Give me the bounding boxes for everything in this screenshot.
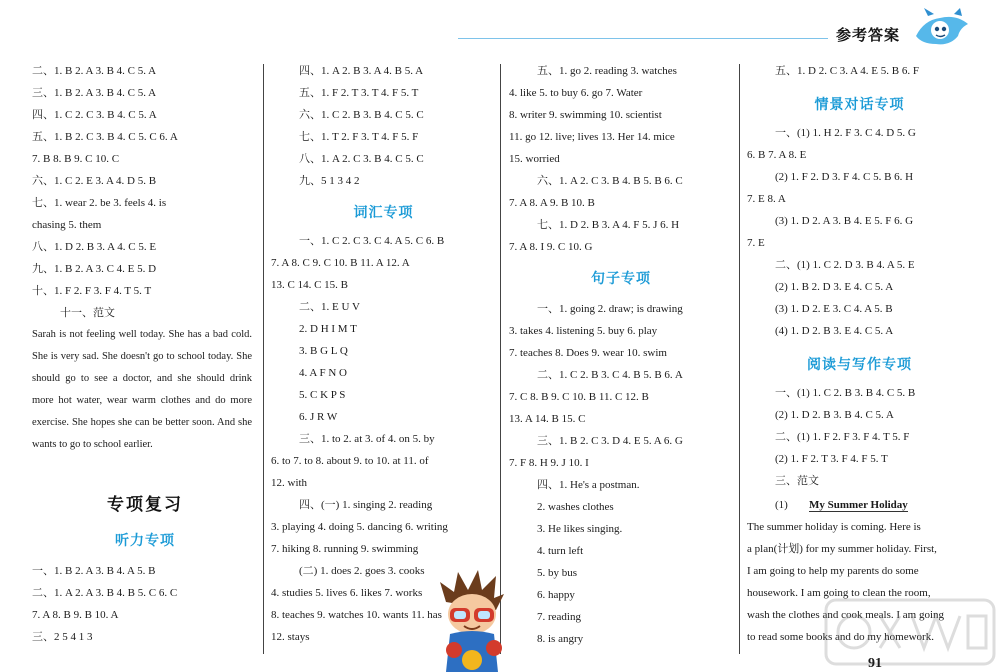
answer-column-1 [32,58,258,658]
answer-line: 一、1. C 2. C 3. C 4. A 5. C 6. B [299,235,445,247]
answer-line: 4. turn left [537,545,584,557]
answer-line: 7. F 8. H 9. J 10. I [509,457,589,469]
answer-line: 三、范文 [775,475,819,487]
answer-line: 九、1. B 2. A 3. C 4. E 5. D [32,263,157,275]
answer-line: 3. B G L Q [299,345,348,357]
answer-line: 7. E [747,237,765,249]
answer-line: 2. washes clothes [537,501,614,513]
answer-line: 7. A 8. I 9. C 10. G [509,241,593,253]
answer-line: 3. takes 4. listening 5. buy 6. play [509,325,658,337]
answer-line: 七、1. T 2. F 3. T 4. F 5. F [299,131,419,143]
answer-line: 3. playing 4. doing 5. dancing 6. writing [271,521,448,533]
header-rule [458,38,828,39]
answer-line: 五、1. B 2. C 3. B 4. C 5. C 6. A [32,131,178,143]
answer-line: 八、1. A 2. C 3. B 4. C 5. C [299,153,424,165]
essay-line: wash the clothes and cook meals. I am going [747,609,945,621]
answer-line: 八、1. D 2. B 3. A 4. C 5. E [32,241,157,253]
answer-line: (4) 1. D 2. B 3. E 4. C 5. A [775,325,894,337]
answer-line: 6. B 7. A 8. E [747,149,807,161]
essay-title-text: My Summer Holiday [809,499,908,511]
answer-line: 5. C K P S [299,389,346,401]
answer-line: 4. studies 5. lives 6. likes 7. works [271,587,423,599]
answer-line: 6. happy [537,589,575,601]
answer-line: 7. teaches 8. Does 9. wear 10. swim [509,347,667,359]
answer-line: (2) 1. D 2. B 3. B 4. C 5. A [775,409,894,421]
answer-line: 五、1. F 2. T 3. T 4. F 5. T [299,87,419,99]
answer-line: 6. to 7. to 8. about 9. to 10. at 11. of [271,455,429,467]
section-title-listening: 听力专项 [115,532,175,548]
answer-line: 三、1. B 2. A 3. B 4. C 5. A [32,87,157,99]
answer-line: 13. C 14. C 15. B [271,279,349,291]
watermark-icon [820,592,1000,672]
answer-line: (2) 1. F 2. D 3. F 4. C 5. B 6. H [775,171,914,183]
essay-line: to read some books and do my homework. [747,631,934,643]
answer-line: 3. He likes singing. [537,523,623,535]
essay-number: (1) [775,499,788,511]
answer-line: (2) 1. B 2. D 3. E 4. C 5. A [775,281,894,293]
section-title-dialogue: 情景对话专项 [814,96,905,112]
answer-line: (2) 1. F 2. T 3. F 4. F 5. T [775,453,888,465]
answer-line: 13. A 14. B 15. C [509,413,586,425]
answer-line: 7. C 8. B 9. C 10. B 11. C 12. B [509,391,649,403]
answer-line: 五、1. D 2. C 3. A 4. E 5. B 6. F [775,65,919,77]
section-title-reading-writing: 阅读与写作专项 [807,356,912,372]
answer-line: 7. A 8. A 9. B 10. B [509,197,595,209]
answer-line: 四、(一) 1. singing 2. reading [299,499,433,511]
page-header [0,0,1000,50]
answer-line: 二、(1) 1. F 2. F 3. F 4. T 5. F [775,431,910,443]
answer-line: 一、(1) 1. H 2. F 3. C 4. D 5. G [775,127,916,139]
answer-line: 15. worried [509,153,560,165]
answer-line: 7. reading [537,611,581,623]
essay-line: I am going to help my parents do some [747,565,919,577]
answer-line: 九、5 1 3 4 2 [299,175,360,187]
answer-line: 四、1. A 2. B 3. A 4. B 5. A [299,65,424,77]
answer-line: 12. stays [271,631,310,643]
answer-line: 六、1. A 2. C 3. B 4. B 5. B 6. C [537,175,683,187]
answer-line: 7. B 8. B 9. C 10. C [32,153,120,165]
answer-line: 11. go 12. live; lives 13. Her 14. mice [509,131,675,143]
answer-line: 一、1. going 2. draw; is drawing [537,303,683,315]
answer-line: (二) 1. does 2. goes 3. cooks [299,565,425,577]
header-title: 参考答案 [836,27,901,44]
answer-line: 二、1. C 2. B 3. C 4. B 5. B 6. A [537,369,683,381]
essay-line: a plan(计划) for my summer holiday. First, [747,543,937,555]
answer-line: (3) 1. D 2. A 3. B 4. E 5. F 6. G [775,215,914,227]
answer-line: 8. is angry [537,633,584,645]
answer-line: 5. by bus [537,567,578,579]
answer-line: 六、1. C 2. B 3. B 4. C 5. C [299,109,424,121]
sample-essay: Sarah is not feeling well today. She has a bad cold. She is very sad. She doesn't go to school today. She should go to see a doctor, and she should drink more hot water, wear warm clothes and do more exercise. She hopes she can be better soon. And she wants to go to school earlier. [32,329,252,450]
answer-line: 六、1. C 2. E 3. A 4. D 5. B [32,175,157,187]
page-number: 91 [868,656,882,671]
answer-line: 五、1. go 2. reading 3. watches [537,65,677,77]
section-title-vocabulary: 词汇专项 [353,204,414,220]
mascot-logo-icon [910,6,974,50]
essay-line: The summer holiday is coming. Here is [747,521,921,533]
answer-line: 三、1. B 2. C 3. D 4. E 5. A 6. G [537,435,683,447]
section-heading: 专项复习 [107,495,183,515]
column-divider [739,64,740,654]
answer-line: 三、2 5 4 1 3 [32,631,93,643]
answer-line: 7. A 8. C 9. C 10. B 11. A 12. A [271,257,410,269]
answer-line: 8. teaches 9. watches 10. wants 11. has [271,609,442,621]
answer-line: 7. A 8. B 9. B 10. A [32,609,119,621]
answer-line: 7. hiking 8. running 9. swimming [271,543,419,555]
answer-line: 十、1. F 2. F 3. F 4. T 5. T [32,285,152,297]
answer-line: 2. D H I M T [299,323,357,335]
answer-line: 七、1. D 2. B 3. A 4. F 5. J 6. H [537,219,680,231]
column-divider [263,64,264,654]
answer-line: (3) 1. D 2. E 3. C 4. A 5. B [775,303,893,315]
answer-line: 四、1. He's a postman. [537,479,640,491]
essay-line: housework. I am going to clean the room, [747,587,931,599]
answer-line: 一、(1) 1. C 2. B 3. B 4. C 5. B [775,387,916,399]
answer-line: 四、1. C 2. C 3. B 4. C 5. A [32,109,157,121]
column-divider [500,64,501,654]
answer-line: 三、1. to 2. at 3. of 4. on 5. by [299,433,435,445]
answer-line: 一、1. B 2. A 3. B 4. A 5. B [32,565,156,577]
section-title-sentences: 句子专项 [591,270,651,286]
answer-column-3 [509,58,733,658]
essay-title [809,498,908,512]
cartoon-boy-icon [432,568,512,672]
answer-line: 4. like 5. to buy 6. go 7. Water [509,87,643,99]
answer-line: 二、1. A 2. A 3. B 4. B 5. C 6. C [32,587,178,599]
answer-line: 7. E 8. A [747,193,786,205]
answer-line: 二、1. E U V [299,301,360,313]
answer-line: 七、1. wear 2. be 3. feels 4. is [32,197,167,209]
answer-line: 十一、范文 [60,307,115,319]
answer-column-4 [747,58,972,658]
answer-line: 4. A F N O [299,367,347,379]
answer-line: 二、(1) 1. C 2. D 3. B 4. A 5. E [775,259,915,271]
answer-line: 12. with [271,477,308,489]
answer-line: 二、1. B 2. A 3. B 4. C 5. A [32,65,157,77]
answer-line: 6. J R W [299,411,338,423]
answer-line: chasing 5. them [32,219,102,231]
answer-line: 8. writer 9. swimming 10. scientist [509,109,662,121]
